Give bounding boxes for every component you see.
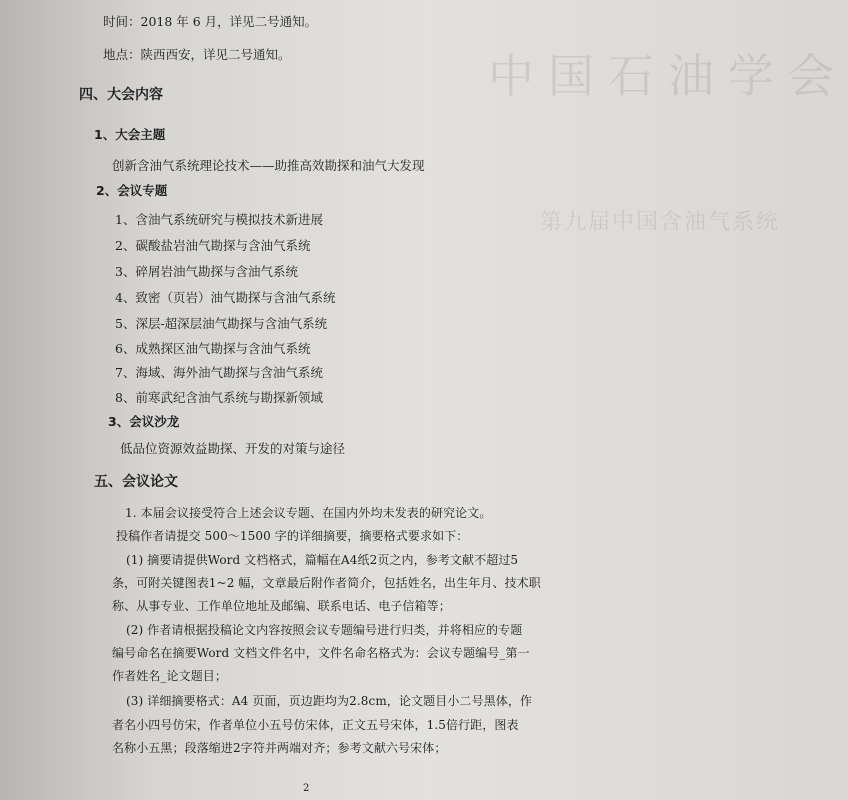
time-line: 时间：2018 年 6 月，详见二号通知。 [103, 14, 318, 29]
item2-line3: 作者姓名_论文题目； [112, 669, 228, 683]
topic-item: 4、致密（页岩）油气勘探与含油气系统 [115, 290, 336, 305]
item2-line1: (2) 作者请根据投稿论文内容按照会议专题编号进行归类，并将相应的专题 [126, 623, 523, 637]
item3-line3: 名称小五黑；段落缩进2字符并两端对齐；参考文献六号宋体； [112, 741, 447, 755]
section5-title: 五、会议论文 [94, 474, 178, 490]
p1-line1: 1. 本届会议接受符合上述会议专题、在国内外均未发表的研究论文。 [125, 506, 492, 520]
topic-item: 2、碳酸盐岩油气勘探与含油气系统 [115, 238, 311, 253]
item1-line3: 称、从事专业、工作单位地址及邮编、联系电话、电子信箱等； [112, 599, 451, 613]
topic-item: 6、成熟探区油气勘探与含油气系统 [115, 341, 311, 356]
theme-heading: 1、大会主题 [94, 127, 166, 142]
salon-text: 低品位资源效益勘探、开发的对策与途径 [120, 441, 346, 456]
item3-line2: 者名小四号仿宋，作者单位小五号仿宋体，正文五号宋体，1.5倍行距，图表 [112, 718, 519, 732]
item2-line2: 编号命名在摘要Word 文档文件名中，文件名命名格式为：会议专题编号_第一 [112, 646, 530, 660]
show-through-heading: 第九届中国含油气系统 [540, 210, 781, 235]
place-line: 地点：陕西西安，详见二号通知。 [103, 47, 291, 62]
theme-text: 创新含油气系统理论技术——助推高效勘探和油气大发现 [112, 158, 425, 173]
item1-line2: 条，可附关键图表1~2 幅，文章最后附作者简介，包括姓名，出生年月、技术职 [112, 576, 541, 590]
p1-line2: 投稿作者请提交 500～1500 字的详细摘要，摘要格式要求如下： [116, 529, 469, 543]
salon-heading: 3、会议沙龙 [108, 414, 180, 429]
topic-item: 1、含油气系统研究与模拟技术新进展 [115, 212, 323, 227]
section4-title: 四、大会内容 [79, 87, 163, 103]
show-through-title: 中国石油学会 [488, 49, 848, 103]
page-number: 2 [303, 783, 310, 794]
item3-line1: (3) 详细摘要格式：A4 页面，页边距均为2.8cm，论文题目小二号黑体，作 [126, 694, 533, 708]
topics-heading: 2、会议专题 [96, 183, 168, 198]
topic-item: 7、海域、海外油气勘探与含油气系统 [115, 365, 323, 380]
topic-item: 8、前寒武纪含油气系统与勘探新领域 [115, 390, 323, 405]
topic-item: 3、碎屑岩油气勘探与含油气系统 [115, 264, 298, 279]
topic-item: 5、深层-超深层油气勘探与含油气系统 [115, 316, 328, 331]
item1-line1: (1) 摘要请提供Word 文档格式，篇幅在A4纸2页之内，参考文献不超过5 [126, 553, 519, 567]
